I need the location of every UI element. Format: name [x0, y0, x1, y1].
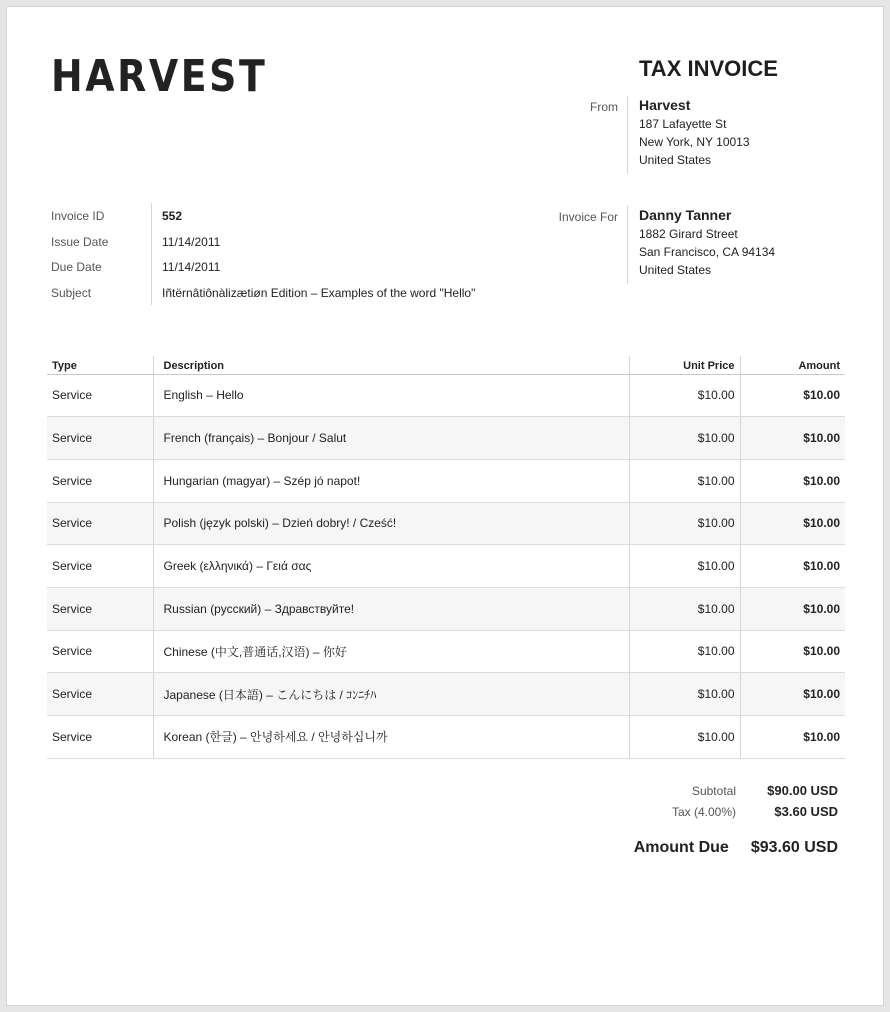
cell-unit-price: $10.00: [629, 716, 740, 759]
cell-amount: $10.00: [740, 545, 845, 588]
table-row: [47, 716, 845, 759]
header-type: Type: [47, 356, 153, 374]
cell-description: Hungarian (magyar) – Szép jó napot!: [153, 459, 629, 502]
line-items-table: [47, 356, 845, 759]
from-label: From: [590, 100, 618, 114]
table-row: [47, 502, 845, 545]
line-items-body: [47, 374, 845, 758]
meta-label: Issue Date: [51, 234, 109, 249]
subtotal-value: $90.00 USD: [767, 783, 838, 798]
table-row: [47, 374, 845, 417]
cell-unit-price: $10.00: [629, 459, 740, 502]
invoice-meta: [51, 203, 475, 306]
cell-amount: $10.00: [740, 630, 845, 673]
from-address-line: United States: [639, 153, 712, 167]
tax-row: [634, 801, 838, 822]
cell-description: Polish (język polski) – Dzień dobry! / Cześć!: [153, 502, 629, 545]
table-row: [47, 587, 845, 630]
tax-value: $3.60 USD: [774, 804, 838, 819]
invoice-for-address-line: 1882 Girard Street: [639, 227, 738, 241]
meta-row-invoice-id: [51, 203, 475, 229]
invoice-id-value: 552: [162, 208, 183, 223]
amount-due-row: [634, 839, 838, 857]
cell-unit-price: $10.00: [629, 587, 740, 630]
table-row: [47, 630, 845, 673]
table-row: [47, 545, 845, 588]
cell-description: Greek (ελληνικά) – Γειά σας: [153, 545, 629, 588]
subtotal-row: [634, 780, 838, 801]
cell-amount: $10.00: [740, 716, 845, 759]
cell-amount: $10.00: [740, 502, 845, 545]
meta-label: Subject: [51, 285, 92, 300]
subtotal-label: Subtotal: [691, 783, 736, 798]
cell-amount: $10.00: [740, 374, 845, 417]
cell-amount: $10.00: [740, 587, 845, 630]
from-address-line: 187 Lafayette St: [639, 117, 727, 131]
tax-label: Tax (4.00%): [671, 804, 736, 819]
invoice-for-name: Danny Tanner: [639, 207, 732, 223]
meta-row-issue-date: [51, 229, 475, 255]
invoice-for-address-line: United States: [639, 263, 712, 277]
meta-row-due-date: [51, 254, 475, 280]
cell-unit-price: $10.00: [629, 545, 740, 588]
header-amount: Amount: [740, 356, 845, 374]
meta-label: Due Date: [51, 260, 102, 275]
table-header-row: [47, 356, 845, 374]
cell-unit-price: $10.00: [629, 502, 740, 545]
cell-description: Russian (русский) – Здравствуйте!: [153, 587, 629, 630]
cell-type: Service: [47, 587, 153, 630]
cell-amount: $10.00: [740, 459, 845, 502]
from-address-line: New York, NY 10013: [639, 135, 750, 149]
from-block: [627, 96, 750, 174]
document-title: TAX INVOICE: [639, 56, 778, 81]
cell-type: Service: [47, 374, 153, 417]
table-row: [47, 673, 845, 716]
invoice-for-label: Invoice For: [558, 210, 618, 224]
cell-type: Service: [47, 459, 153, 502]
cell-type: Service: [47, 417, 153, 460]
cell-description: Korean (한글) – 안녕하세요 / 안녕하십니까: [153, 716, 629, 759]
cell-type: Service: [47, 673, 153, 716]
invoice-page: [6, 6, 884, 1006]
table-row: [47, 417, 845, 460]
cell-description: Chinese (中文,普通话,汉语) – 你好: [153, 630, 629, 673]
due-date-value: 11/14/2011: [162, 260, 221, 275]
cell-unit-price: $10.00: [629, 673, 740, 716]
cell-unit-price: $10.00: [629, 630, 740, 673]
issue-date-value: 11/14/2011: [162, 234, 221, 249]
cell-amount: $10.00: [740, 417, 845, 460]
meta-label: Invoice ID: [51, 208, 105, 223]
subject-value: Iñtërnâtiônàlizætiøn Edition – Examples of the word "Hello": [162, 285, 476, 300]
amount-due-label: Amount Due: [633, 839, 729, 856]
harvest-logo: HARVEST: [51, 51, 268, 102]
cell-amount: $10.00: [740, 673, 845, 716]
invoice-for-address-line: San Francisco, CA 94134: [639, 245, 776, 259]
cell-type: Service: [47, 630, 153, 673]
cell-unit-price: $10.00: [629, 374, 740, 417]
cell-unit-price: $10.00: [629, 417, 740, 460]
from-name: Harvest: [639, 97, 691, 113]
cell-description: Japanese (日本語) – こんにちは / ｺﾝﾆﾁﾊ: [153, 673, 629, 716]
header-description: Description: [153, 356, 629, 374]
totals-block: [634, 780, 838, 857]
table-row: [47, 459, 845, 502]
cell-type: Service: [47, 545, 153, 588]
meta-row-subject: [51, 280, 475, 306]
cell-description: English – Hello: [153, 374, 629, 417]
cell-description: French (français) – Bonjour / Salut: [153, 417, 629, 460]
cell-type: Service: [47, 502, 153, 545]
header-unit-price: Unit Price: [629, 356, 740, 374]
invoice-for-block: [627, 206, 775, 284]
cell-type: Service: [47, 716, 153, 759]
amount-due-value: $93.60 USD: [750, 839, 838, 856]
